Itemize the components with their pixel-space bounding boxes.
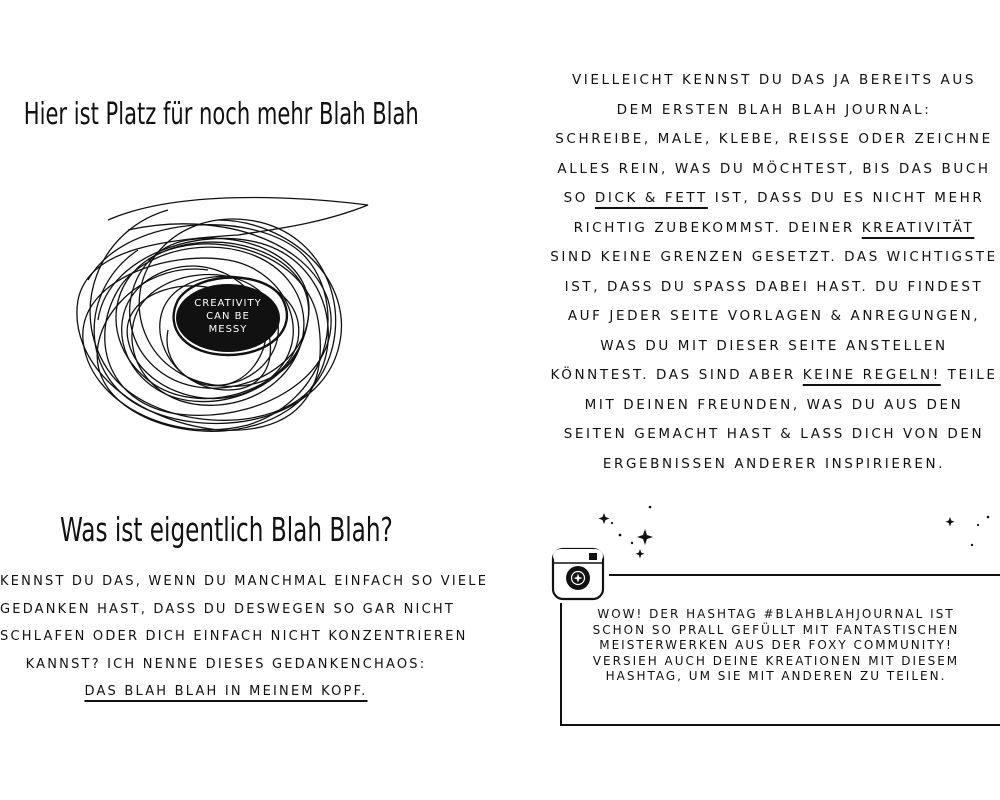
camera-icon (549, 545, 609, 603)
intro-line: SCHLAFEN ODER DICH EINFACH NICHT KONZENTRIEREN (0, 629, 468, 644)
messy-scribble-illustration (68, 190, 378, 440)
hashtag-line: HASHTAG, UM SIE MIT ANDEREN ZU TEILEN. (605, 669, 947, 683)
paragraph-line: RICHTIG ZUBEKOMMST. DEINER KREATIVITÄT (573, 219, 975, 236)
paragraph-line: AUF JEDER SEITE VORLAGEN & ANREGUNGEN, (567, 308, 981, 324)
page-title: Hier ist Platz für noch mehr Blah Blah (23, 97, 419, 132)
paragraph-line: MIT DEINEN FREUNDEN, WAS DU AUS DEN (584, 396, 964, 413)
scribble-label-line: MESSY (208, 324, 248, 335)
paragraph-line: ERGEBNISSEN ANDERER INSPIRIEREN. (602, 455, 946, 472)
paragraph-line: VIELLEICHT KENNST DU DAS JA BEREITS AUS (571, 72, 977, 88)
underline-keine-regeln: KEINE REGELN! (802, 367, 941, 383)
underline-kreativitaet: KREATIVITÄT (861, 219, 975, 236)
paragraph-line: WAS DU MIT DIESER SEITE ANSTELLEN (600, 337, 948, 354)
intro-line: KANNST? ICH NENNE DIESES GEDANKENCHAOS: (25, 656, 427, 672)
underline-dick-fett: DICK & FETT (594, 190, 708, 206)
hashtag-callout-text (578, 607, 974, 685)
sparkles-decoration (590, 495, 1000, 565)
paragraph-line: KÖNNTEST. DAS SIND ABER KEINE REGELN! TEILE (550, 367, 998, 383)
paragraph-line: SIND KEINE GRENZEN GESETZT. DAS WICHTIGSTE (550, 249, 998, 265)
paragraph-line: DEM ERSTEN BLAH BLAH JOURNAL: (616, 101, 932, 118)
intro-paragraph (0, 568, 489, 706)
paragraph-line: SCHREIBE, MALE, KLEBE, REISSE ODER ZEICHNE (555, 131, 993, 147)
paragraph-line: SO DICK & FETT IST, DASS DU ES NICHT MEHR (563, 190, 985, 206)
paragraph-line: IST, DASS DU SPASS DABEI HAST. DU FINDEST (564, 278, 984, 295)
main-paragraph (548, 66, 1000, 479)
section-title: Was ist eigentlich Blah Blah? (60, 510, 393, 549)
paragraph-line: SEITEN GEMACHT HAST & LASS DICH VON DEN (563, 426, 985, 442)
intro-line-underlined: DAS BLAH BLAH IN MEINEM KOPF. (84, 684, 368, 699)
scribble-label-line: CAN BE (206, 311, 250, 322)
intro-line: GEDANKEN HAST, DASS DU DESWEGEN SO GAR NICHT (0, 601, 455, 617)
hashtag-line: VERSIEH AUCH DEINE KREATIONEN MIT DIESEM (592, 653, 960, 668)
scribble-label-line: CREATIVITY (194, 298, 262, 309)
paragraph-line: ALLES REIN, WAS DU MÖCHTEST, BIS DAS BUCH (557, 160, 991, 177)
intro-line: KENNST DU DAS, WENN DU MANCHMAL EINFACH SO VIELE (0, 574, 489, 589)
hashtag-line: WOW! DER HASHTAG #BLAHBLAHJOURNAL IST (597, 607, 955, 621)
hashtag-line: SCHON SO PRALL GEFÜLLT MIT FANTASTISCHEN (592, 622, 960, 637)
hashtag-line: MEISTERWERKEN AUS DER FOXY COMMUNITY! (599, 638, 953, 652)
